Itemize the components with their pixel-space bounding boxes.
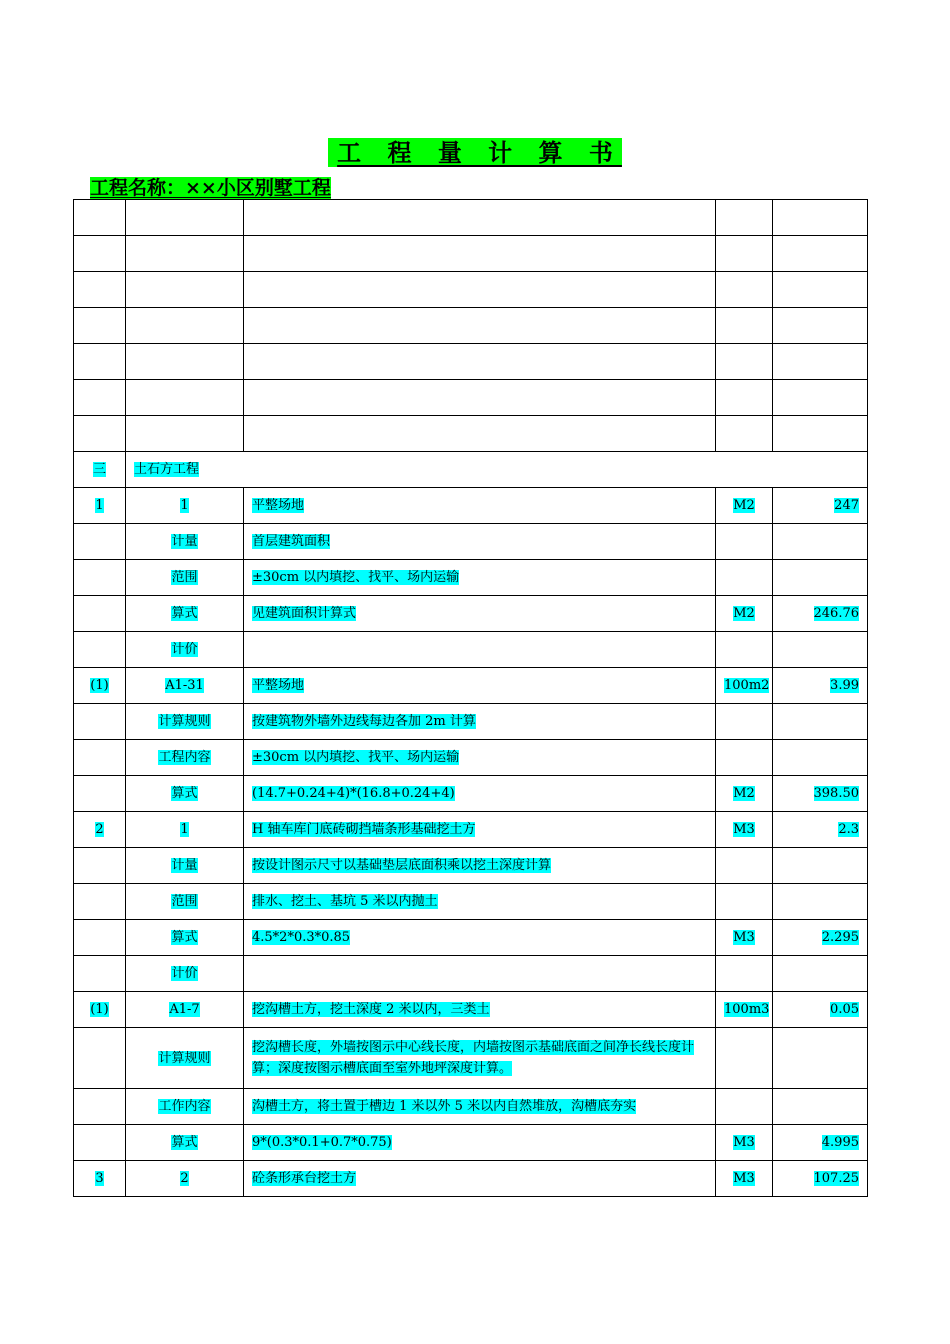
item-unit (716, 1161, 773, 1197)
item-description-text: 4.5*2*0.3*0.85 (252, 930, 351, 945)
row-number (74, 1028, 126, 1089)
item-unit (716, 488, 773, 524)
item-quantity (773, 776, 868, 812)
blank-cell (74, 380, 126, 416)
item-description (244, 1089, 716, 1125)
item-quantity (773, 848, 868, 884)
item-quantity-text: 4.995 (821, 1135, 859, 1150)
blank-cell (244, 344, 716, 380)
item-quantity-text: 2.3 (838, 822, 859, 837)
document-title-text: 工 程 量 计 算 书 (328, 138, 622, 167)
table-row (74, 956, 868, 992)
table-row (74, 632, 868, 668)
item-quantity-text: 247 (834, 498, 859, 513)
item-code (126, 884, 244, 920)
item-code-text: 计价 (171, 642, 198, 657)
item-unit (716, 524, 773, 560)
item-unit-text: M3 (733, 822, 755, 837)
item-description-text: 9*(0.3*0.1+0.7*0.75) (252, 1135, 392, 1150)
item-code (126, 1161, 244, 1197)
blank-cell (74, 416, 126, 452)
row-number-text: 2 (95, 822, 104, 837)
item-quantity (773, 884, 868, 920)
item-unit-text: 100m2 (724, 678, 770, 693)
item-description-text: 砼条形承台挖土方 (252, 1171, 357, 1186)
blank-cell (244, 200, 716, 236)
row-number (74, 668, 126, 704)
blank-cell (244, 416, 716, 452)
item-description (244, 560, 716, 596)
row-number (74, 632, 126, 668)
item-unit (716, 776, 773, 812)
item-quantity (773, 920, 868, 956)
item-unit (716, 956, 773, 992)
row-number (74, 560, 126, 596)
item-code (126, 956, 244, 992)
item-description (244, 524, 716, 560)
table-row (74, 848, 868, 884)
table-row (74, 488, 868, 524)
item-code (126, 1028, 244, 1089)
item-code-text: 范围 (171, 570, 198, 585)
item-code-text: 1 (180, 498, 189, 513)
item-unit (716, 1028, 773, 1089)
item-unit (716, 920, 773, 956)
item-code (126, 848, 244, 884)
item-description-text: 首层建筑面积 (252, 534, 331, 549)
item-quantity (773, 596, 868, 632)
quantity-table (73, 199, 868, 1197)
item-description (244, 1161, 716, 1197)
item-quantity-text: 3.99 (830, 678, 859, 693)
blank-cell (716, 272, 773, 308)
item-description (244, 992, 716, 1028)
blank-cell (773, 308, 868, 344)
item-unit (716, 560, 773, 596)
item-unit (716, 596, 773, 632)
item-code-text: 工程内容 (158, 750, 211, 765)
item-description-text: 挖沟槽土方，挖土深度 2 米以内，三类土 (252, 1002, 490, 1017)
item-quantity (773, 668, 868, 704)
item-description (244, 488, 716, 524)
item-description-text: 排水、挖土、基坑 5 米以内抛土 (252, 894, 438, 909)
item-code (126, 992, 244, 1028)
item-code (126, 524, 244, 560)
blank-cell (716, 200, 773, 236)
blank-cell (773, 200, 868, 236)
blank-cell (74, 344, 126, 380)
table-row (74, 812, 868, 848)
item-code-text: 工作内容 (158, 1099, 211, 1114)
blank-cell (773, 272, 868, 308)
row-number-text: (1) (90, 678, 109, 693)
item-unit (716, 992, 773, 1028)
item-quantity-text: 0.05 (830, 1002, 859, 1017)
item-code-text: 计量 (171, 858, 198, 873)
item-description-text: 沟槽土方，将土置于槽边 1 米以外 5 米以内自然堆放，沟槽底夯实 (252, 1099, 637, 1114)
row-number (74, 1125, 126, 1161)
item-description-text: 平整场地 (252, 498, 305, 513)
table-row (74, 596, 868, 632)
item-code (126, 812, 244, 848)
item-unit (716, 668, 773, 704)
row-number (74, 452, 126, 488)
item-code-text: 算式 (171, 930, 198, 945)
item-description (244, 812, 716, 848)
item-description-text: ±30cm 以内填挖、找平、场内运输 (252, 750, 460, 765)
blank-cell (74, 308, 126, 344)
item-unit (716, 1125, 773, 1161)
row-number-text: 1 (95, 498, 104, 513)
item-unit (716, 632, 773, 668)
table-row (74, 740, 868, 776)
item-quantity (773, 560, 868, 596)
table-row (74, 1089, 868, 1125)
item-quantity (773, 1028, 868, 1089)
item-code (126, 1089, 244, 1125)
table-row (74, 776, 868, 812)
item-unit-text: M3 (733, 1171, 755, 1186)
item-description (244, 776, 716, 812)
project-name-text: 工程名称：××小区别墅工程 (90, 177, 331, 199)
blank-row (74, 380, 868, 416)
row-number (74, 596, 126, 632)
item-description (244, 1028, 716, 1089)
item-unit-text: M2 (733, 498, 755, 513)
quantity-table-body (74, 200, 868, 1197)
table-row (74, 1161, 868, 1197)
item-quantity (773, 704, 868, 740)
blank-cell (126, 380, 244, 416)
blank-cell (716, 344, 773, 380)
table-row (74, 920, 868, 956)
item-unit (716, 848, 773, 884)
item-unit-text: M3 (733, 930, 755, 945)
item-code (126, 560, 244, 596)
blank-cell (716, 308, 773, 344)
item-description-text: 按建筑物外墙外边线每边各加 2m 计算 (252, 714, 476, 729)
row-number (74, 812, 126, 848)
item-code (126, 740, 244, 776)
row-number (74, 848, 126, 884)
item-code-text: 计量 (171, 534, 198, 549)
row-number (74, 920, 126, 956)
item-description (244, 596, 716, 632)
item-unit-text: M2 (733, 606, 755, 621)
table-row (74, 1125, 868, 1161)
item-unit-text: 100m3 (724, 1002, 770, 1017)
blank-cell (244, 308, 716, 344)
item-description (244, 632, 716, 668)
item-description (244, 884, 716, 920)
blank-cell (773, 416, 868, 452)
blank-cell (74, 236, 126, 272)
blank-cell (244, 236, 716, 272)
row-number (74, 1161, 126, 1197)
item-description-text: 平整场地 (252, 678, 305, 693)
item-quantity (773, 740, 868, 776)
item-code (126, 632, 244, 668)
blank-cell (126, 200, 244, 236)
row-number-text: 3 (95, 1171, 104, 1186)
table-row (74, 560, 868, 596)
blank-row (74, 344, 868, 380)
item-quantity-text: 2.295 (821, 930, 859, 945)
item-description-text: (14.7+0.24+4)*(16.8+0.24+4) (252, 786, 455, 801)
row-number (74, 524, 126, 560)
item-quantity (773, 992, 868, 1028)
table-row (74, 704, 868, 740)
item-unit-text: M2 (733, 786, 755, 801)
table-row (74, 992, 868, 1028)
section-title-text: 土石方工程 (134, 462, 200, 477)
item-quantity (773, 632, 868, 668)
blank-cell (126, 344, 244, 380)
item-code (126, 704, 244, 740)
item-description (244, 848, 716, 884)
table-row (74, 1028, 868, 1089)
item-unit (716, 812, 773, 848)
row-number-text: 三 (92, 462, 106, 477)
item-code-text: 2 (180, 1171, 189, 1186)
item-code (126, 668, 244, 704)
blank-cell (74, 200, 126, 236)
item-description (244, 668, 716, 704)
blank-row (74, 272, 868, 308)
blank-cell (773, 380, 868, 416)
item-quantity-text: 246.76 (813, 606, 859, 621)
item-description (244, 704, 716, 740)
blank-cell (773, 236, 868, 272)
item-description-text: 挖沟槽长度，外墙按图示中心线长度，内墙按图示基础底面之间净长线长度计算；深度按图示槽底面至室外地坪深度计算。 (252, 1040, 695, 1076)
item-description (244, 1125, 716, 1161)
blank-cell (126, 236, 244, 272)
item-code (126, 920, 244, 956)
row-number (74, 956, 126, 992)
item-code-text: A1-31 (165, 678, 204, 693)
blank-cell (716, 236, 773, 272)
blank-cell (716, 380, 773, 416)
blank-cell (126, 272, 244, 308)
blank-cell (126, 416, 244, 452)
blank-cell (716, 416, 773, 452)
blank-cell (126, 308, 244, 344)
blank-row (74, 200, 868, 236)
item-quantity (773, 1161, 868, 1197)
item-quantity-text: 107.25 (813, 1171, 859, 1186)
item-unit (716, 704, 773, 740)
section-title (126, 452, 868, 488)
row-number (74, 488, 126, 524)
blank-cell (244, 380, 716, 416)
item-unit (716, 740, 773, 776)
item-description (244, 920, 716, 956)
item-unit (716, 1089, 773, 1125)
project-name (90, 173, 331, 200)
item-code (126, 596, 244, 632)
row-number (74, 740, 126, 776)
item-code-text: 1 (180, 822, 189, 837)
item-description (244, 740, 716, 776)
item-description-text: H 轴车库门底砖砌挡墙条形基础挖土方 (252, 822, 476, 837)
item-quantity (773, 956, 868, 992)
item-code-text: 算式 (171, 786, 198, 801)
item-code-text: 算式 (171, 606, 198, 621)
item-quantity (773, 524, 868, 560)
blank-row (74, 236, 868, 272)
document-title (0, 133, 950, 168)
item-description-text: ±30cm 以内填挖、找平、场内运输 (252, 570, 460, 585)
row-number (74, 776, 126, 812)
item-quantity (773, 488, 868, 524)
item-code-text: 算式 (171, 1135, 198, 1150)
item-code (126, 1125, 244, 1161)
item-unit-text: M3 (733, 1135, 755, 1150)
item-quantity-text: 398.50 (813, 786, 859, 801)
blank-row (74, 416, 868, 452)
item-description-text: 按设计图示尺寸以基础垫层底面积乘以挖土深度计算 (252, 858, 552, 873)
blank-cell (74, 272, 126, 308)
table-row (74, 668, 868, 704)
blank-row (74, 308, 868, 344)
row-number (74, 992, 126, 1028)
item-description (244, 956, 716, 992)
item-code (126, 488, 244, 524)
item-code-text: A1-7 (169, 1002, 200, 1017)
item-code-text: 计算规则 (158, 1050, 211, 1066)
section-row (74, 452, 868, 488)
row-number-text: (1) (90, 1002, 109, 1017)
row-number (74, 884, 126, 920)
item-quantity (773, 1125, 868, 1161)
item-code-text: 计价 (171, 966, 198, 981)
item-code-text: 计算规则 (158, 714, 211, 729)
item-description-text: 见建筑面积计算式 (252, 606, 357, 621)
table-row (74, 884, 868, 920)
item-quantity (773, 1089, 868, 1125)
item-unit (716, 884, 773, 920)
item-quantity (773, 812, 868, 848)
row-number (74, 704, 126, 740)
table-row (74, 524, 868, 560)
row-number (74, 1089, 126, 1125)
item-code-text: 范围 (171, 894, 198, 909)
blank-cell (773, 344, 868, 380)
blank-cell (244, 272, 716, 308)
item-code (126, 776, 244, 812)
